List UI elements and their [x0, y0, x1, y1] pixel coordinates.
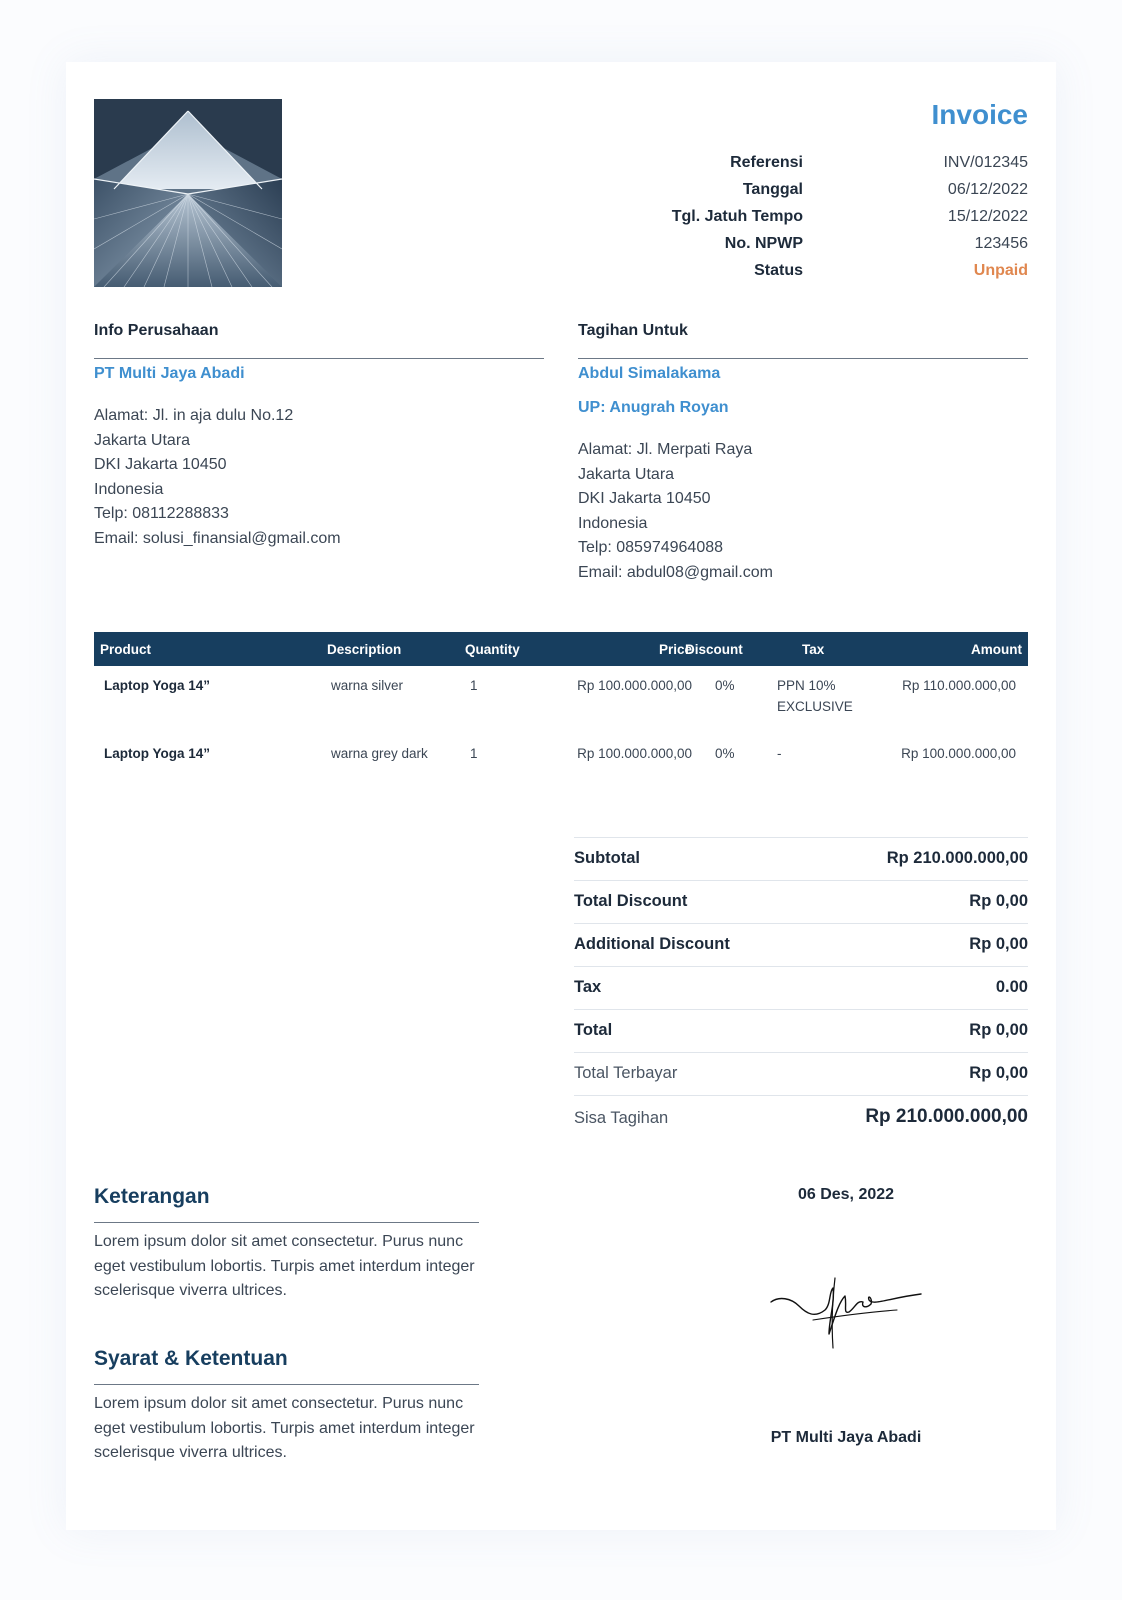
column-header-description: Description [327, 642, 402, 657]
items-table-header [94, 632, 1028, 666]
address-line: Indonesia [94, 480, 164, 498]
cell-price: Rp 100.000.000,00 [577, 746, 692, 761]
cell-description: warna grey dark [331, 746, 428, 761]
address-line: Jakarta Utara [578, 465, 675, 483]
tax-line: PPN 10% [777, 678, 836, 693]
summary-value: Rp 0,00 [969, 1021, 1028, 1039]
bill-to-heading: Tagihan Untuk [578, 322, 688, 339]
tax-line: EXCLUSIVE [777, 699, 853, 714]
meta-value: 06/12/2022 [947, 181, 1028, 198]
bill-to-attention: UP: Anugrah Royan [578, 399, 729, 416]
cell-discount: 0% [715, 746, 735, 761]
keterangan-title: Keterangan [94, 1185, 210, 1208]
meta-label: Tanggal [742, 181, 803, 198]
address-line: Alamat: Jl. Merpati Raya [578, 441, 753, 458]
meta-row-jatuh-tempo [588, 208, 1028, 228]
address-line: Alamat: Jl. in aja dulu No.12 [94, 407, 294, 424]
meta-row-tanggal [588, 181, 1028, 201]
cell-price: Rp 100.000.000,00 [577, 678, 692, 693]
meta-row-referensi [588, 154, 1028, 174]
cell-description: warna silver [331, 678, 404, 693]
summary-total-discount [574, 880, 1028, 924]
cell-quantity: 1 [470, 678, 478, 693]
keterangan-divider [94, 1222, 479, 1223]
summary-tax [574, 966, 1028, 1010]
cell-tax: - [777, 746, 782, 761]
summary-label: Additional Discount [574, 935, 730, 953]
signature-company: PT Multi Jaya Abadi [770, 1429, 922, 1446]
summary-value: Rp 210.000.000,00 [886, 849, 1028, 867]
summary-additional-discount [574, 923, 1028, 967]
column-header-amount: Amount [971, 642, 1022, 657]
company-logo-photo [94, 99, 282, 287]
column-header-tax: Tax [802, 642, 825, 657]
summary-value: Rp 0,00 [969, 935, 1028, 953]
syarat-divider [94, 1384, 479, 1385]
address-line: Email: solusi_finansial@gmail.com [94, 529, 341, 547]
column-header-discount: Discount [685, 642, 743, 657]
summary-total-terbayar [574, 1052, 1028, 1096]
syarat-body: Lorem ipsum dolor sit amet consectetur. Purus nunc eget vestibulum lobortis. Turpis amet interdum integer scelerisque viverra ultrices. [94, 1395, 475, 1462]
table-row [94, 746, 1028, 776]
keterangan-body: Lorem ipsum dolor sit amet consectetur. Purus nunc eget vestibulum lobortis. Turpis amet interdum integer scelerisque viverra ultrices. [94, 1233, 475, 1300]
address-line: Jakarta Utara [94, 431, 191, 449]
summary-label: Tax [574, 978, 602, 996]
cell-amount: Rp 110.000.000,00 [902, 678, 1016, 693]
summary-label: Total [574, 1021, 613, 1039]
address-line: Indonesia [578, 514, 648, 532]
company-name: PT Multi Jaya Abadi [94, 365, 245, 382]
syarat-title: Syarat & Ketentuan [94, 1347, 288, 1370]
summary-total [574, 1009, 1028, 1053]
meta-row-status [588, 262, 1028, 282]
company-info-heading: Info Perusahaan [94, 322, 219, 339]
address-line: Telp: 085974964088 [578, 539, 724, 557]
building-photo-icon [94, 99, 282, 287]
address-line: Email: abdul08@gmail.com [578, 563, 773, 581]
meta-label: Tgl. Jatuh Tempo [671, 208, 803, 225]
summary-label: Sisa Tagihan [574, 1109, 669, 1127]
summary-subtotal [574, 837, 1028, 881]
meta-label: Status [754, 262, 803, 279]
cell-product: Laptop Yoga 14” [104, 746, 211, 761]
company-info-divider [94, 358, 544, 359]
column-header-price: Price [658, 642, 692, 657]
summary-sisa-tagihan [574, 1095, 1028, 1142]
summary-label: Subtotal [574, 849, 640, 867]
bill-to-divider [578, 358, 1028, 359]
meta-label: Referensi [730, 154, 803, 171]
summary-value: Rp 210.000.000,00 [865, 1106, 1028, 1127]
meta-row-npwp [588, 235, 1028, 255]
address-line: DKI Jakarta 10450 [578, 490, 711, 508]
address-line: Telp: 08112288833 [94, 505, 229, 523]
address-line: DKI Jakarta 10450 [94, 456, 227, 474]
summary-value: 0.00 [995, 978, 1028, 996]
meta-label: No. NPWP [724, 235, 803, 252]
signature-date: 06 Des, 2022 [797, 1186, 895, 1203]
column-header-quantity: Quantity [465, 642, 520, 657]
status-badge: Unpaid [973, 262, 1028, 279]
bill-to-name: Abdul Simalakama [578, 365, 721, 382]
summary-value: Rp 0,00 [969, 1064, 1028, 1082]
company-address [94, 404, 341, 552]
meta-value: INV/012345 [943, 154, 1028, 171]
summary-value: Rp 0,00 [969, 892, 1028, 910]
summary-label: Total Discount [574, 892, 688, 910]
bill-to-address [578, 438, 773, 586]
signature-icon [769, 1272, 923, 1350]
cell-tax [777, 675, 853, 717]
summary-label: Total Terbayar [574, 1064, 678, 1082]
meta-value: 15/12/2022 [947, 208, 1028, 225]
table-row [94, 678, 1028, 738]
cell-amount: Rp 100.000.000,00 [901, 746, 1016, 761]
cell-discount: 0% [715, 678, 735, 693]
column-header-product: Product [100, 642, 152, 657]
cell-quantity: 1 [470, 746, 478, 761]
cell-product: Laptop Yoga 14” [104, 678, 211, 693]
invoice-page [66, 62, 1056, 1530]
meta-value: 123456 [974, 235, 1028, 252]
invoice-title: Invoice [931, 99, 1028, 130]
